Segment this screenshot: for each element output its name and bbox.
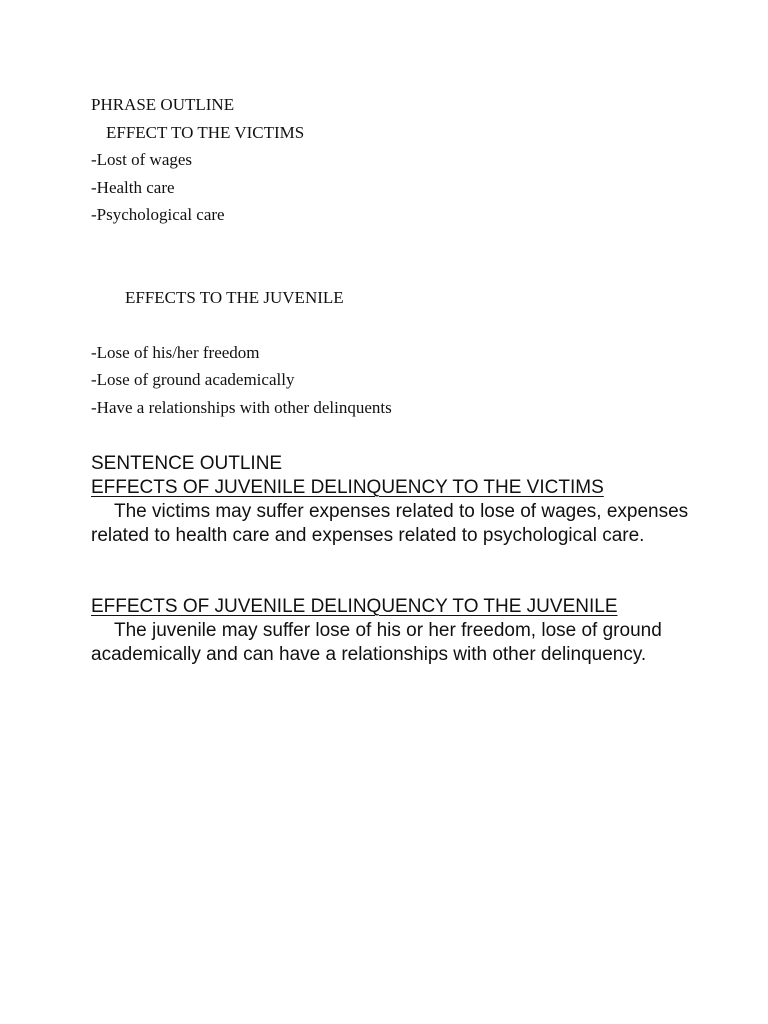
phrase-juvenile-item: -Have a relationships with other delinquents — [91, 398, 392, 417]
phrase-victims-item: -Lost of wages — [91, 150, 193, 169]
phrase-juvenile-item: -Lose of his/her freedom — [91, 343, 260, 362]
sentence-juvenile-heading: EFFECTS OF JUVENILE DELINQUENCY TO THE JUVENILE — [91, 596, 618, 617]
phrase-victims-heading: EFFECT TO THE VICTIMS — [106, 123, 305, 142]
phrase-juvenile-item: -Lose of ground academically — [91, 370, 295, 389]
sentence-victims-heading: EFFECTS OF JUVENILE DELINQUENCY TO THE VICTIMS — [91, 477, 604, 498]
phrase-outline-title: PHRASE OUTLINE — [91, 95, 235, 114]
phrase-juvenile-heading: EFFECTS TO THE JUVENILE — [125, 288, 344, 307]
sentence-juvenile-paragraph: The juvenile may suffer lose of his or her freedom, lose of ground academically and can have a relationships with other delinquency. — [91, 620, 662, 665]
sentence-outline-title: SENTENCE OUTLINE — [91, 453, 283, 474]
phrase-victims-item: -Psychological care — [91, 205, 225, 224]
phrase-victims-item: -Health care — [91, 178, 175, 197]
sentence-victims-paragraph: The victims may suffer expenses related to lose of wages, expenses related to health care and expenses related to psychological care. — [91, 501, 689, 546]
